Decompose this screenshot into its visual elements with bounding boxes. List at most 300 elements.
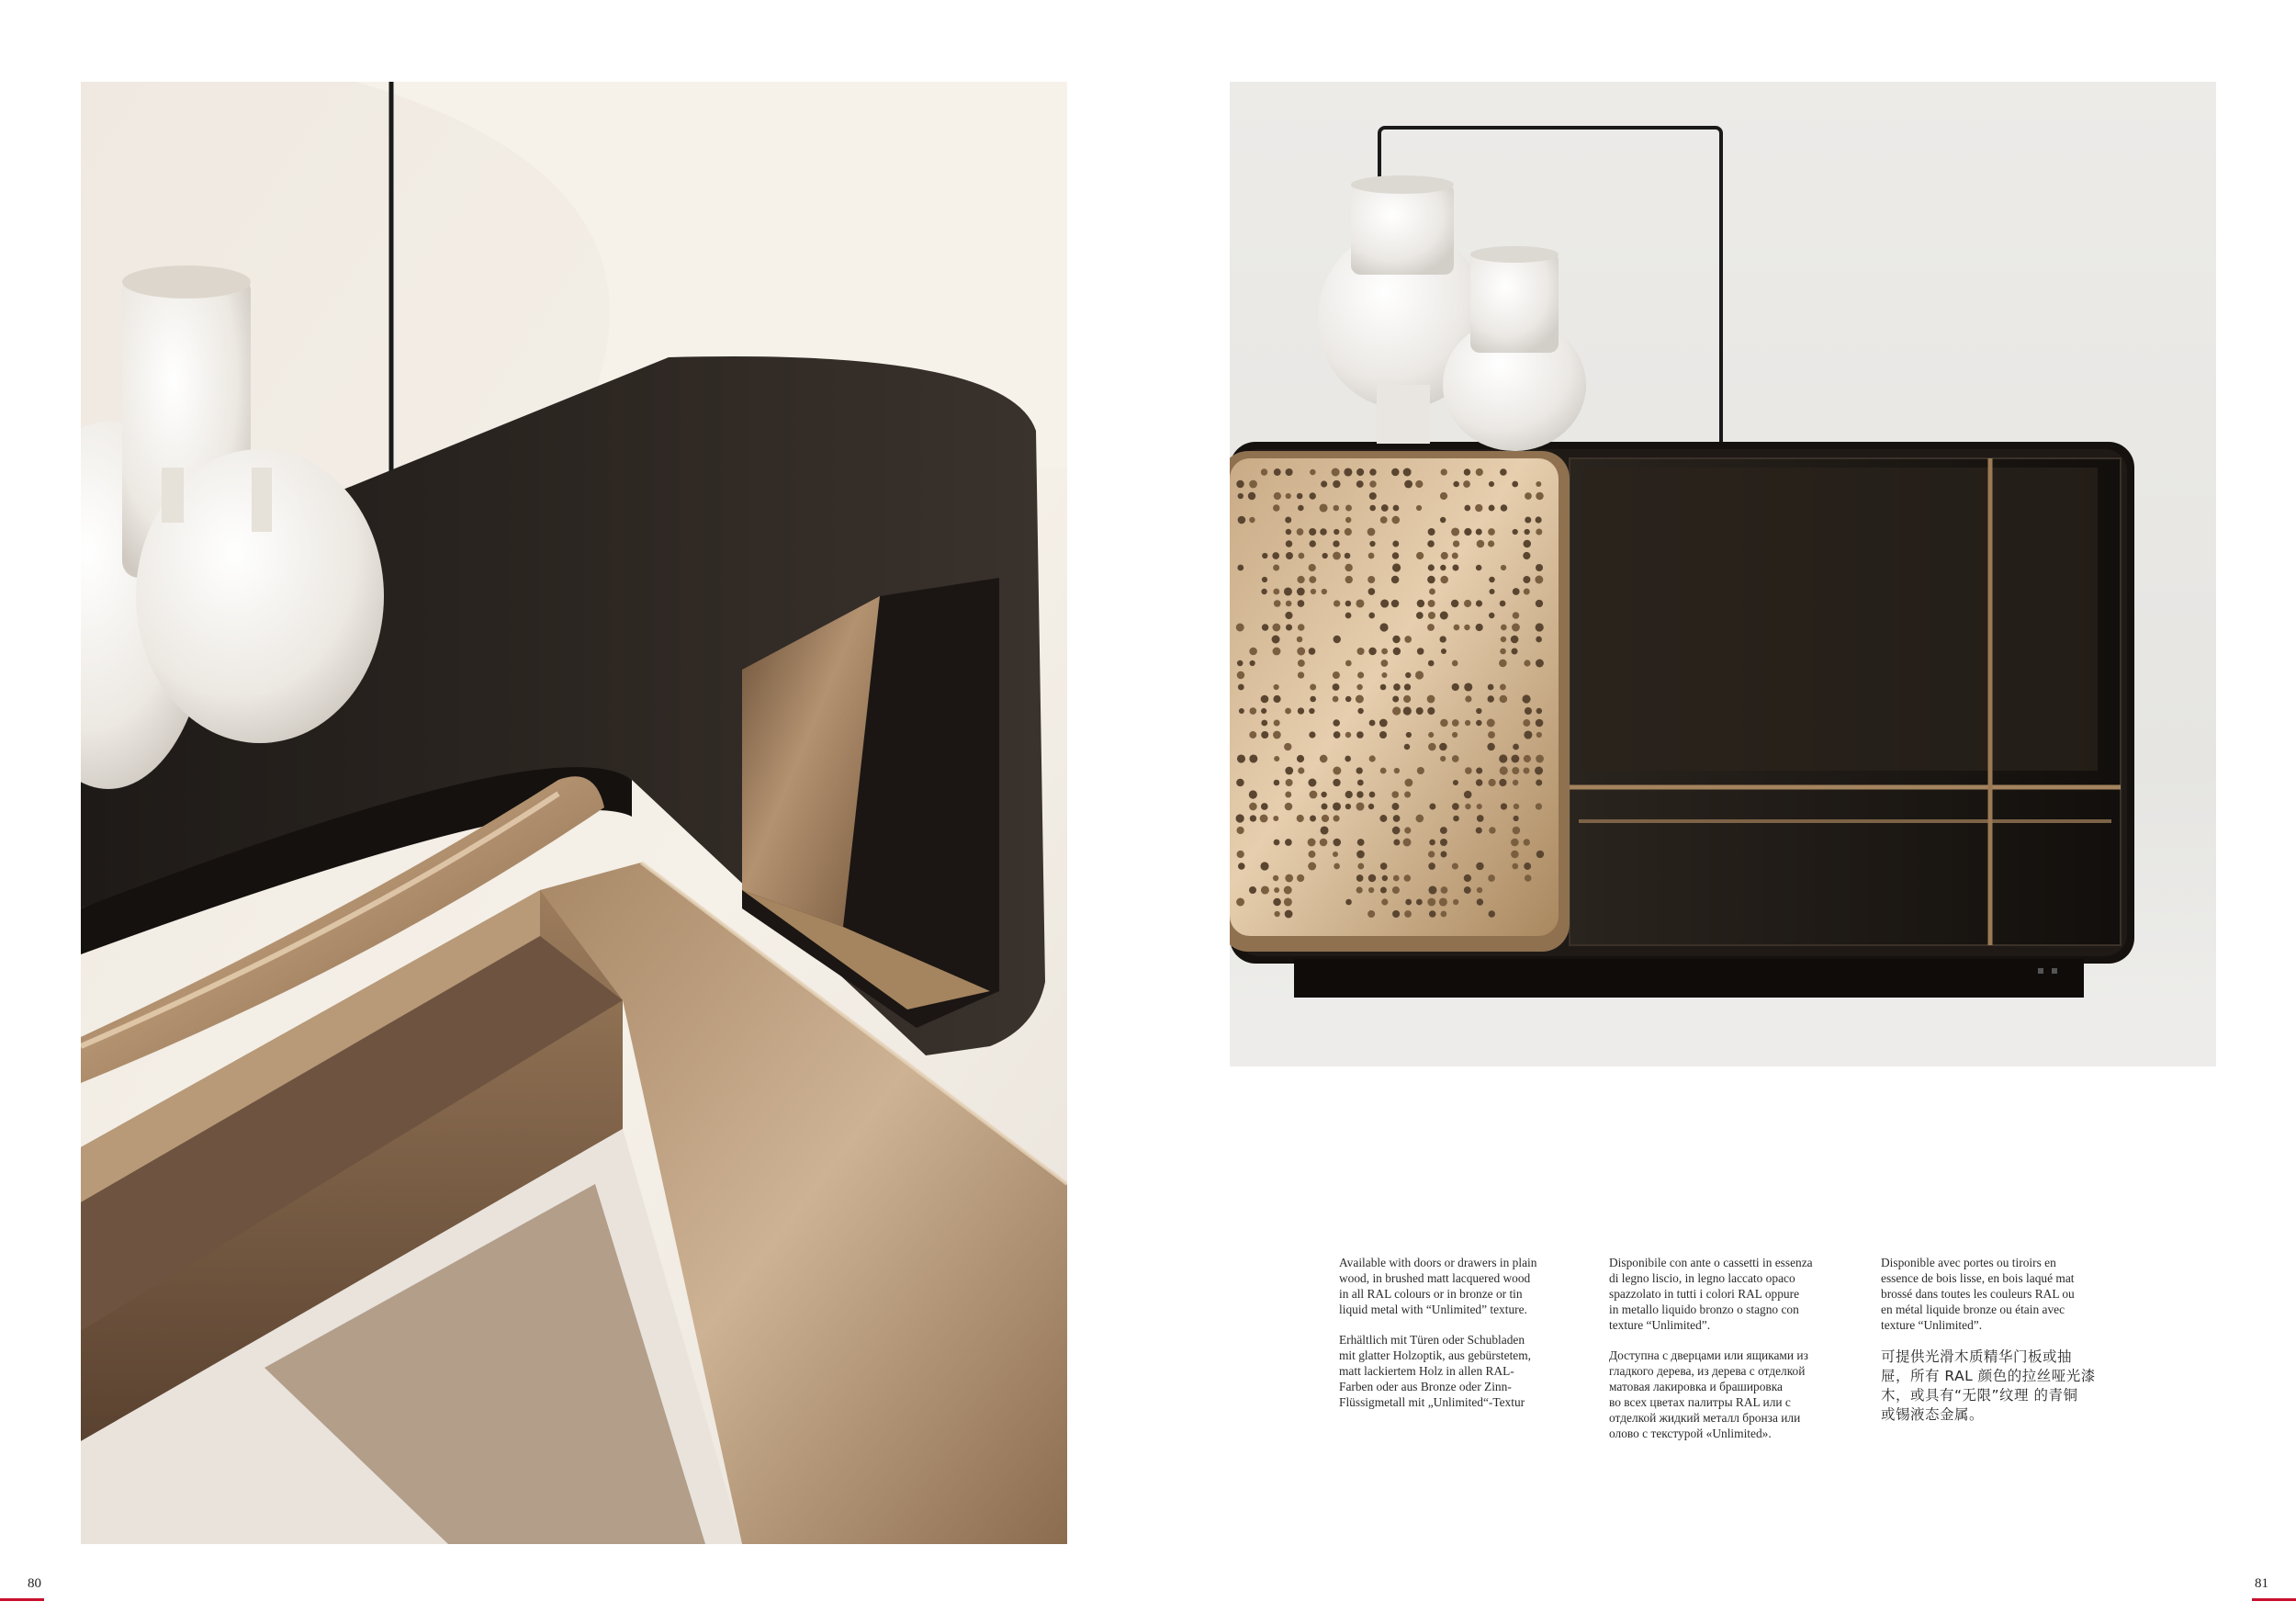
door-perforation bbox=[1333, 505, 1339, 512]
door-perforation bbox=[1501, 625, 1507, 631]
door-perforation bbox=[1476, 624, 1483, 631]
door-perforation bbox=[1298, 624, 1305, 631]
door-perforation bbox=[1356, 791, 1363, 797]
door-perforation bbox=[1405, 899, 1412, 906]
text-french: Disponible avec portes ou tiroirs en essence de bois lisse, en bois laqué mat brossé dans toutes les couleurs RAL ou en métal liquide bronze ou étain avec texture “Unlimited”. bbox=[1881, 1256, 2075, 1332]
door-perforation bbox=[1391, 468, 1399, 476]
door-perforation bbox=[1322, 589, 1327, 594]
door-perforation bbox=[1250, 660, 1255, 666]
door-perforation bbox=[1514, 804, 1520, 810]
door-perforation bbox=[1299, 553, 1305, 559]
door-perforation bbox=[1236, 624, 1244, 632]
door-perforation bbox=[1440, 839, 1447, 846]
door-perforation bbox=[1417, 767, 1424, 774]
door-perforation bbox=[1286, 468, 1293, 476]
door-perforation bbox=[1464, 625, 1469, 630]
door-perforation bbox=[1381, 648, 1388, 655]
door-perforation bbox=[1286, 493, 1291, 499]
door-perforation bbox=[1261, 731, 1268, 739]
door-perforation bbox=[1523, 719, 1530, 727]
door-perforation bbox=[1440, 611, 1448, 619]
door-perforation bbox=[1511, 755, 1519, 763]
door-perforation bbox=[1368, 588, 1376, 595]
door-perforation bbox=[1513, 588, 1520, 595]
door-perforation bbox=[1274, 600, 1281, 607]
door-perforation bbox=[1356, 731, 1364, 739]
door-perforation bbox=[1273, 816, 1278, 821]
door-perforation bbox=[1333, 766, 1341, 774]
door-perforation bbox=[1500, 648, 1506, 655]
door-perforation bbox=[1511, 839, 1519, 847]
door-perforation bbox=[1393, 505, 1400, 512]
door-perforation bbox=[1476, 528, 1482, 535]
door-perforation bbox=[1489, 613, 1494, 618]
door-perforation bbox=[1465, 720, 1470, 726]
door-perforation bbox=[1379, 815, 1387, 822]
door-perforation bbox=[1513, 612, 1520, 619]
door-perforation bbox=[1345, 660, 1352, 667]
door-perforation bbox=[1308, 839, 1316, 847]
door-perforation bbox=[1274, 719, 1280, 726]
door-perforation bbox=[1236, 814, 1244, 822]
door-perforation bbox=[1452, 803, 1459, 810]
door-perforation bbox=[1476, 468, 1483, 476]
door-perforation bbox=[1248, 492, 1255, 500]
door-perforation bbox=[1464, 528, 1471, 536]
door-perforation bbox=[1262, 553, 1267, 558]
door-perforation bbox=[1391, 791, 1399, 798]
door-perforation bbox=[1536, 755, 1544, 763]
door-perforation bbox=[1392, 706, 1401, 715]
door-perforation bbox=[1286, 601, 1292, 607]
door-perforation bbox=[1310, 469, 1316, 476]
door-perforation bbox=[1476, 779, 1483, 786]
door-perforation bbox=[1369, 492, 1377, 500]
door-perforation bbox=[1333, 683, 1340, 691]
door-perforation bbox=[1391, 516, 1400, 524]
door-perforation bbox=[1368, 887, 1374, 893]
door-perforation bbox=[1273, 648, 1281, 656]
page-number-right: 81 bbox=[2255, 1576, 2268, 1591]
door-perforation bbox=[1522, 694, 1530, 703]
door-perforation bbox=[1536, 732, 1542, 738]
door-perforation bbox=[1501, 637, 1506, 642]
door-perforation bbox=[1356, 468, 1364, 476]
door-perforation bbox=[1273, 875, 1278, 881]
door-perforation bbox=[1250, 815, 1256, 821]
door-perforation bbox=[1379, 623, 1388, 631]
door-perforation bbox=[1513, 827, 1521, 835]
door-perforation bbox=[1237, 851, 1244, 858]
door-perforation bbox=[1285, 767, 1293, 775]
door-perforation bbox=[1284, 886, 1292, 895]
door-perforation bbox=[1297, 815, 1304, 822]
door-perforation bbox=[1356, 802, 1364, 810]
door-perforation bbox=[1380, 684, 1387, 691]
door-perforation bbox=[1536, 492, 1544, 501]
door-perforation bbox=[1285, 803, 1293, 811]
door-perforation bbox=[1261, 708, 1266, 714]
door-perforation bbox=[1452, 719, 1459, 727]
door-perforation bbox=[1273, 564, 1279, 570]
door-perforation bbox=[1500, 695, 1508, 704]
door-perforation bbox=[1345, 791, 1353, 798]
door-perforation bbox=[1286, 552, 1293, 559]
door-perforation bbox=[1320, 528, 1327, 536]
door-perforation bbox=[1334, 731, 1341, 739]
door-perforation bbox=[1249, 886, 1256, 894]
door-perforation bbox=[1391, 600, 1400, 608]
door-perforation bbox=[1416, 552, 1424, 559]
door-perforation bbox=[1380, 516, 1388, 524]
door-perforation bbox=[1427, 576, 1435, 584]
door-perforation bbox=[1345, 756, 1351, 762]
door-perforation bbox=[1499, 660, 1507, 668]
door-perforation bbox=[1333, 851, 1338, 857]
door-perforation bbox=[1500, 684, 1506, 691]
door-perforation bbox=[1367, 528, 1376, 536]
door-perforation bbox=[1416, 505, 1422, 511]
door-perforation bbox=[1391, 576, 1400, 584]
door-perforation bbox=[1513, 529, 1518, 535]
door-perforation bbox=[1322, 553, 1328, 558]
door-perforation bbox=[1477, 804, 1482, 809]
door-perforation bbox=[1404, 683, 1411, 690]
door-perforation bbox=[1536, 660, 1544, 668]
door-perforation bbox=[1286, 624, 1292, 630]
door-perforation bbox=[1499, 779, 1506, 786]
door-perforation bbox=[1428, 743, 1436, 751]
door-perforation bbox=[1285, 910, 1293, 919]
door-perforation bbox=[1298, 671, 1304, 678]
door-perforation bbox=[1380, 599, 1389, 607]
door-perforation bbox=[1524, 540, 1532, 548]
door-perforation bbox=[1476, 863, 1483, 870]
door-perforation bbox=[1379, 719, 1388, 727]
door-perforation bbox=[1274, 911, 1279, 917]
door-perforation bbox=[1238, 493, 1244, 499]
door-perforation bbox=[1440, 576, 1448, 584]
door-perforation bbox=[1403, 695, 1411, 703]
door-perforation bbox=[1391, 803, 1399, 810]
door-perforation bbox=[1332, 468, 1340, 476]
door-perforation bbox=[1416, 815, 1424, 823]
door-perforation bbox=[1382, 875, 1388, 881]
door-perforation bbox=[1536, 481, 1541, 487]
door-perforation bbox=[1309, 528, 1316, 536]
door-perforation bbox=[1261, 885, 1269, 894]
door-perforation bbox=[1345, 528, 1352, 536]
door-perforation bbox=[1499, 754, 1507, 762]
door-perforation bbox=[1453, 481, 1459, 488]
door-perforation bbox=[1298, 660, 1305, 667]
door-perforation bbox=[1476, 600, 1482, 606]
door-perforation bbox=[1477, 540, 1485, 548]
door-perforation bbox=[1236, 898, 1244, 907]
door-perforation bbox=[1284, 743, 1291, 750]
door-perforation bbox=[1452, 552, 1458, 558]
door-perforation bbox=[1356, 767, 1363, 773]
door-perforation bbox=[1236, 827, 1244, 834]
door-perforation bbox=[1464, 682, 1472, 691]
door-perforation bbox=[1406, 732, 1412, 738]
door-perforation bbox=[1357, 863, 1364, 870]
door-perforation bbox=[1512, 624, 1520, 632]
door-perforation bbox=[1454, 625, 1460, 631]
door-perforation bbox=[1488, 695, 1494, 702]
door-perforation bbox=[1452, 683, 1459, 691]
door-perforation bbox=[1392, 886, 1400, 894]
door-perforation bbox=[1345, 601, 1352, 607]
door-perforation bbox=[1524, 589, 1530, 595]
door-perforation bbox=[1428, 600, 1435, 607]
door-perforation bbox=[1297, 588, 1305, 596]
door-perforation bbox=[1273, 504, 1279, 511]
door-perforation bbox=[1415, 480, 1423, 488]
door-perforation bbox=[1404, 744, 1411, 750]
door-perforation bbox=[1416, 899, 1423, 906]
door-perforation bbox=[1477, 815, 1484, 822]
door-perforation bbox=[1357, 708, 1363, 714]
door-perforation bbox=[1368, 804, 1374, 809]
door-perforation bbox=[1465, 804, 1470, 809]
door-perforation bbox=[1535, 576, 1543, 584]
door-perforation bbox=[1297, 576, 1304, 583]
door-perforation bbox=[1297, 648, 1305, 656]
door-perforation bbox=[1274, 468, 1281, 476]
door-perforation bbox=[1525, 707, 1532, 715]
door-perforation bbox=[1440, 565, 1446, 570]
text-italian: Disponibile con ante o cassetti in essenza di legno liscio, in legno laccato opaco spazzolato in tutti i colori RAL oppure in metallo liquido bronzo o stagno con texture “Unlimited”. bbox=[1609, 1256, 1813, 1332]
door-perforation bbox=[1405, 672, 1411, 678]
door-perforation bbox=[1404, 874, 1412, 882]
page-marker-left bbox=[0, 1598, 44, 1601]
door-perforation bbox=[1260, 815, 1268, 823]
door-perforation bbox=[1356, 874, 1364, 882]
door-perforation bbox=[1453, 899, 1458, 905]
door-perforation bbox=[1273, 589, 1279, 595]
door-perforation bbox=[1476, 565, 1482, 571]
door-perforation bbox=[1524, 529, 1529, 535]
door-perforation bbox=[1427, 624, 1435, 631]
door-perforation bbox=[1427, 695, 1435, 704]
door-perforation bbox=[1345, 505, 1352, 512]
door-perforation bbox=[1476, 827, 1482, 833]
door-perforation bbox=[1262, 577, 1267, 582]
door-perforation bbox=[1535, 766, 1543, 774]
door-perforation bbox=[1261, 695, 1269, 704]
door-perforation bbox=[1511, 648, 1517, 654]
page-marker-right bbox=[2252, 1598, 2296, 1601]
door-perforation bbox=[1310, 791, 1318, 799]
door-perforation bbox=[1417, 600, 1424, 607]
door-perforation bbox=[1273, 731, 1281, 739]
text-russian: Доступна с дверцами или ящиками из гладкого дерева, из дерева с отделкой матовая лакировка и браширoвка во всех цветах палитры RAL или с отделкой жидкий металл бронза или олово с текстурой «Unlimited». bbox=[1609, 1348, 1808, 1440]
door-perforation bbox=[1261, 803, 1268, 810]
door-perforation bbox=[1427, 898, 1435, 907]
door-perforation bbox=[1441, 552, 1448, 559]
door-perforation bbox=[1524, 755, 1531, 762]
door-perforation bbox=[1272, 552, 1279, 559]
door-perforation bbox=[1428, 732, 1434, 738]
door-perforation bbox=[1428, 528, 1435, 536]
door-perforation bbox=[1536, 637, 1542, 643]
door-perforation bbox=[1369, 480, 1376, 487]
door-perforation bbox=[1428, 885, 1436, 894]
door-perforation bbox=[1369, 792, 1376, 798]
door-perforation bbox=[1333, 839, 1341, 847]
door-perforation bbox=[1428, 660, 1435, 667]
door-perforation bbox=[1487, 719, 1495, 727]
door-perforation bbox=[1392, 827, 1401, 835]
door-perforation bbox=[1476, 708, 1481, 714]
door-perforation bbox=[1273, 684, 1278, 690]
door-perforation bbox=[1344, 468, 1352, 476]
door-perforation bbox=[1309, 492, 1315, 499]
text-german: Erhältlich mit Türen oder Schubladen mit glatter Holzoptik, aus gebürstetem, matt lackiertem Holz in allen RAL- Farben oder aus Bronze oder Zinn- Flüssigmetall mit „Unlimited“-Textur bbox=[1339, 1333, 1531, 1409]
door-perforation bbox=[1356, 480, 1364, 488]
door-perforation bbox=[1441, 468, 1447, 475]
door-perforation bbox=[1260, 862, 1268, 870]
door-perforation bbox=[1333, 802, 1341, 810]
door-perforation bbox=[1357, 839, 1365, 846]
door-perforation bbox=[1525, 516, 1531, 523]
door-perforation bbox=[1404, 636, 1412, 643]
door-perforation bbox=[1239, 708, 1244, 714]
door-perforation bbox=[1379, 731, 1387, 739]
door-perforation bbox=[1452, 564, 1458, 570]
door-perforation bbox=[1380, 863, 1388, 870]
door-perforation bbox=[1357, 780, 1364, 786]
door-perforation bbox=[1298, 707, 1304, 714]
door-perforation bbox=[1308, 863, 1316, 871]
door-perforation bbox=[1476, 767, 1482, 773]
door-perforation bbox=[1464, 505, 1470, 512]
door-perforation bbox=[1367, 910, 1375, 918]
door-perforation bbox=[1368, 553, 1375, 559]
door-perforation bbox=[1285, 874, 1293, 883]
door-perforation bbox=[1536, 779, 1542, 785]
door-perforation bbox=[1501, 565, 1506, 570]
door-perforation bbox=[1322, 815, 1329, 822]
door-perforation bbox=[1238, 516, 1246, 524]
door-perforation bbox=[1333, 815, 1339, 821]
door-perforation bbox=[1452, 660, 1458, 667]
door-perforation bbox=[1310, 684, 1316, 691]
door-perforation bbox=[1393, 648, 1401, 655]
door-perforation bbox=[1237, 754, 1245, 762]
door-perforation bbox=[1440, 517, 1446, 523]
door-perforation bbox=[1500, 601, 1506, 607]
door-perforation bbox=[1237, 660, 1244, 667]
door-perforation bbox=[1369, 468, 1376, 475]
door-perforation bbox=[1440, 492, 1447, 500]
door-perforation bbox=[1453, 816, 1459, 822]
door-perforation bbox=[1285, 708, 1291, 715]
door-perforation bbox=[1369, 720, 1376, 727]
door-perforation bbox=[1452, 755, 1459, 762]
door-perforation bbox=[1428, 612, 1435, 619]
door-perforation bbox=[1285, 839, 1292, 846]
door-perforation bbox=[1536, 516, 1542, 523]
door-perforation bbox=[1464, 791, 1472, 799]
door-perforation bbox=[1404, 827, 1411, 833]
door-perforation bbox=[1428, 863, 1435, 870]
door-perforation bbox=[1536, 719, 1544, 727]
text-column-english-german bbox=[1339, 1255, 1559, 1425]
door-perforation bbox=[1428, 851, 1435, 857]
door-perforation bbox=[1345, 804, 1351, 809]
door-perforation bbox=[1322, 804, 1328, 810]
door-perforation bbox=[1321, 826, 1329, 834]
door-perforation bbox=[1369, 505, 1376, 512]
door-perforation bbox=[1272, 624, 1280, 632]
door-perforation bbox=[1536, 529, 1542, 536]
door-perforation bbox=[1321, 792, 1326, 797]
door-perforation bbox=[1311, 589, 1316, 594]
door-perforation bbox=[1261, 589, 1266, 594]
door-perforation bbox=[1310, 696, 1316, 703]
door-perforation bbox=[1261, 720, 1267, 727]
door-perforation bbox=[1309, 731, 1315, 738]
door-perforation bbox=[1452, 863, 1458, 869]
page-number-left: 80 bbox=[28, 1576, 41, 1591]
door-perforation bbox=[1524, 839, 1530, 845]
door-perforation bbox=[1237, 565, 1244, 571]
door-perforation bbox=[1334, 863, 1340, 870]
door-perforation bbox=[1381, 672, 1387, 678]
door-perforation bbox=[1320, 839, 1328, 847]
door-perforation bbox=[1464, 468, 1470, 475]
door-perforation bbox=[1476, 720, 1481, 726]
door-perforation bbox=[1308, 851, 1315, 858]
door-perforation bbox=[1369, 541, 1375, 547]
sideboard-closeup-photo bbox=[81, 82, 1067, 1544]
door-perforation bbox=[1286, 529, 1292, 536]
door-perforation bbox=[1452, 732, 1458, 738]
door-perforation bbox=[1439, 897, 1447, 906]
door-perforation bbox=[1512, 481, 1518, 488]
door-perforation bbox=[1464, 886, 1471, 894]
door-perforation bbox=[1501, 504, 1508, 512]
door-perforation bbox=[1309, 648, 1316, 655]
door-perforation bbox=[1404, 910, 1412, 918]
door-perforation bbox=[1439, 743, 1447, 751]
door-perforation bbox=[1297, 493, 1303, 500]
door-perforation bbox=[1440, 851, 1446, 858]
door-perforation bbox=[1464, 600, 1471, 607]
door-perforation bbox=[1249, 731, 1256, 739]
door-perforation bbox=[1356, 851, 1365, 859]
door-perforation bbox=[1489, 505, 1495, 512]
door-perforation bbox=[1273, 695, 1280, 703]
door-perforation bbox=[1488, 731, 1495, 739]
door-perforation bbox=[1523, 552, 1530, 559]
door-perforation bbox=[1536, 851, 1544, 858]
door-perforation bbox=[1345, 696, 1351, 702]
door-perforation bbox=[1536, 564, 1543, 571]
door-perforation bbox=[1429, 840, 1435, 846]
door-perforation bbox=[1465, 767, 1472, 774]
door-perforation bbox=[1439, 636, 1446, 642]
door-perforation bbox=[1489, 910, 1496, 918]
door-perforation bbox=[1392, 552, 1400, 559]
door-perforation bbox=[1489, 827, 1495, 833]
door-perforation bbox=[1381, 504, 1389, 512]
door-perforation bbox=[1368, 613, 1375, 619]
door-perforation bbox=[1238, 863, 1245, 870]
door-perforation bbox=[1415, 671, 1424, 679]
